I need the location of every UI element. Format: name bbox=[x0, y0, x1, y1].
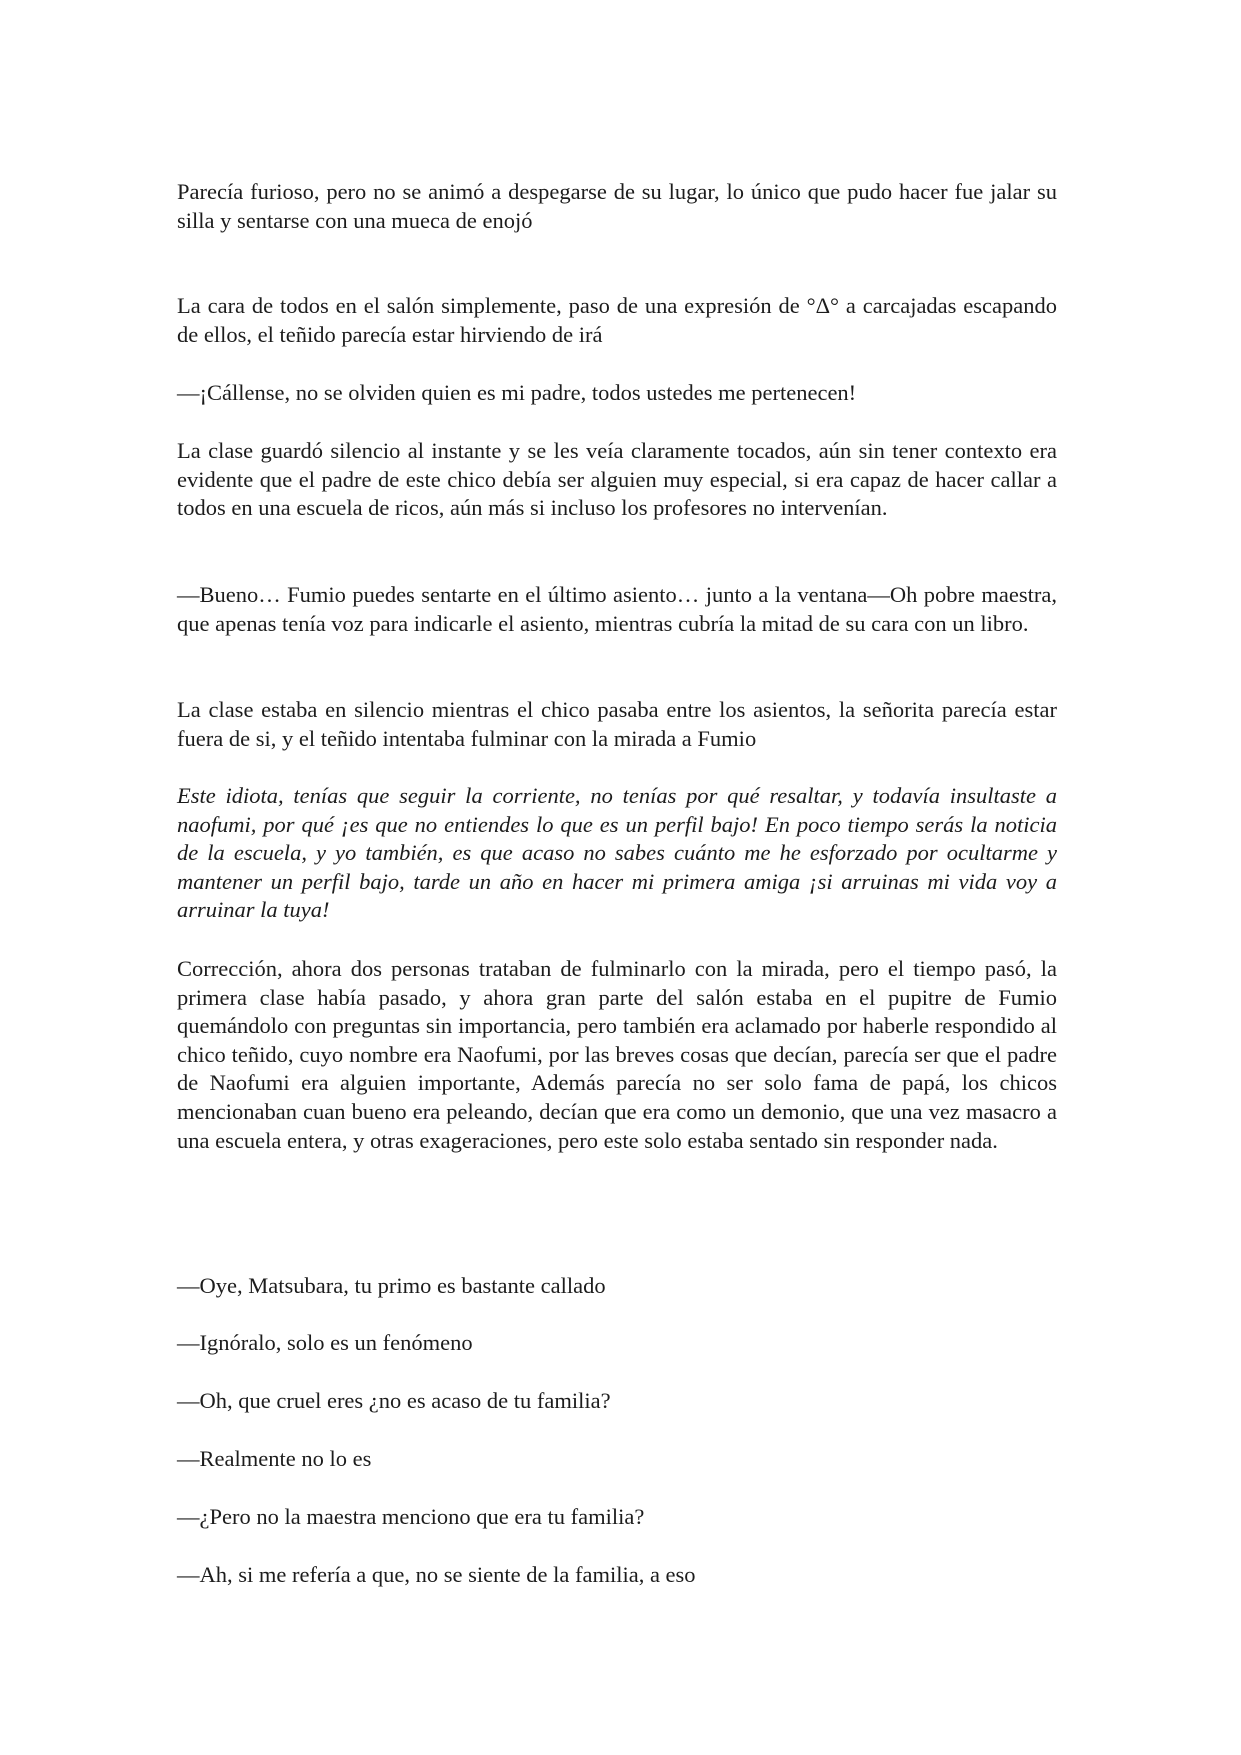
dialogue-line: —Oh, que cruel eres ¿no es acaso de tu familia? bbox=[177, 1388, 611, 1413]
dialogue-line: —¿Pero no la maestra menciono que era tu familia? bbox=[177, 1504, 645, 1529]
paragraph: La cara de todos en el salón simplemente, paso de una expresión de °Δ° a carcajadas escapando de ellos, el teñido parecía estar hirviendo de irá bbox=[177, 293, 1057, 347]
paragraph: La clase guardó silencio al instante y se les veía claramente tocados, aún sin tener contexto era evidente que el padre de este chico debía ser alguien muy especial, si era capaz de hacer callar a todos en una escuela de ricos, aún más si incluso los profesores no intervenían. bbox=[177, 438, 1057, 521]
paragraph: Parecía furioso, pero no se animó a despegarse de su lugar, lo único que pudo hacer fue jalar su silla y sentarse con una mueca de enojó bbox=[177, 179, 1057, 233]
dialogue-line: —Ah, si me refería a que, no se siente de la familia, a eso bbox=[177, 1562, 696, 1587]
dialogue-line: —Oye, Matsubara, tu primo es bastante callado bbox=[177, 1273, 606, 1298]
paragraph: —Bueno… Fumio puedes sentarte en el último asiento… junto a la ventana—Oh pobre maestra, que apenas tenía voz para indicarle el asiento, mientras cubría la mitad de su cara con un libro. bbox=[177, 582, 1057, 636]
dialogue-line: —Ignóralo, solo es un fenómeno bbox=[177, 1330, 473, 1355]
paragraph: La clase estaba en silencio mientras el chico pasaba entre los asientos, la señorita parecía estar fuera de si, y el teñido intentaba fulminar con la mirada a Fumio bbox=[177, 697, 1057, 751]
paragraph: Corrección, ahora dos personas trataban de fulminarlo con la mirada, pero el tiempo pasó, la primera clase había pasado, y ahora gran parte del salón estaba en el pupitre de Fumio quemándolo con preguntas sin importancia, pero también era aclamado por haberle respondido al chico teñido, cuyo nombre era Naofumi, por las breves cosas que decían, parecía ser que el padre de Naofumi era alguien importante, Además parecía no ser solo fama de papá, los chicos mencionaban cuan bueno era peleando, decían que era como un demonio, que una vez masacro a una escuela entera, y otras exageraciones, pero este solo estaba sentado sin responder nada. bbox=[177, 956, 1057, 1153]
dialogue-line: —¡Cállense, no se olviden quien es mi padre, todos ustedes me pertenecen! bbox=[177, 380, 857, 405]
inner-thought-paragraph: Este idiota, tenías que seguir la corriente, no tenías por qué resaltar, y todavía insultaste a naofumi, por qué ¡es que no entiendes lo que es un perfil bajo! En poco tiempo serás la noticia de la escuela, y yo también, es que acaso no sabes cuánto me he esforzado por ocultarme y mantener un perfil bajo, tarde un año en hacer mi primera amiga ¡si arruinas mi vida voy a arruinar la tuya! bbox=[177, 783, 1057, 923]
dialogue-line: —Realmente no lo es bbox=[177, 1446, 372, 1471]
